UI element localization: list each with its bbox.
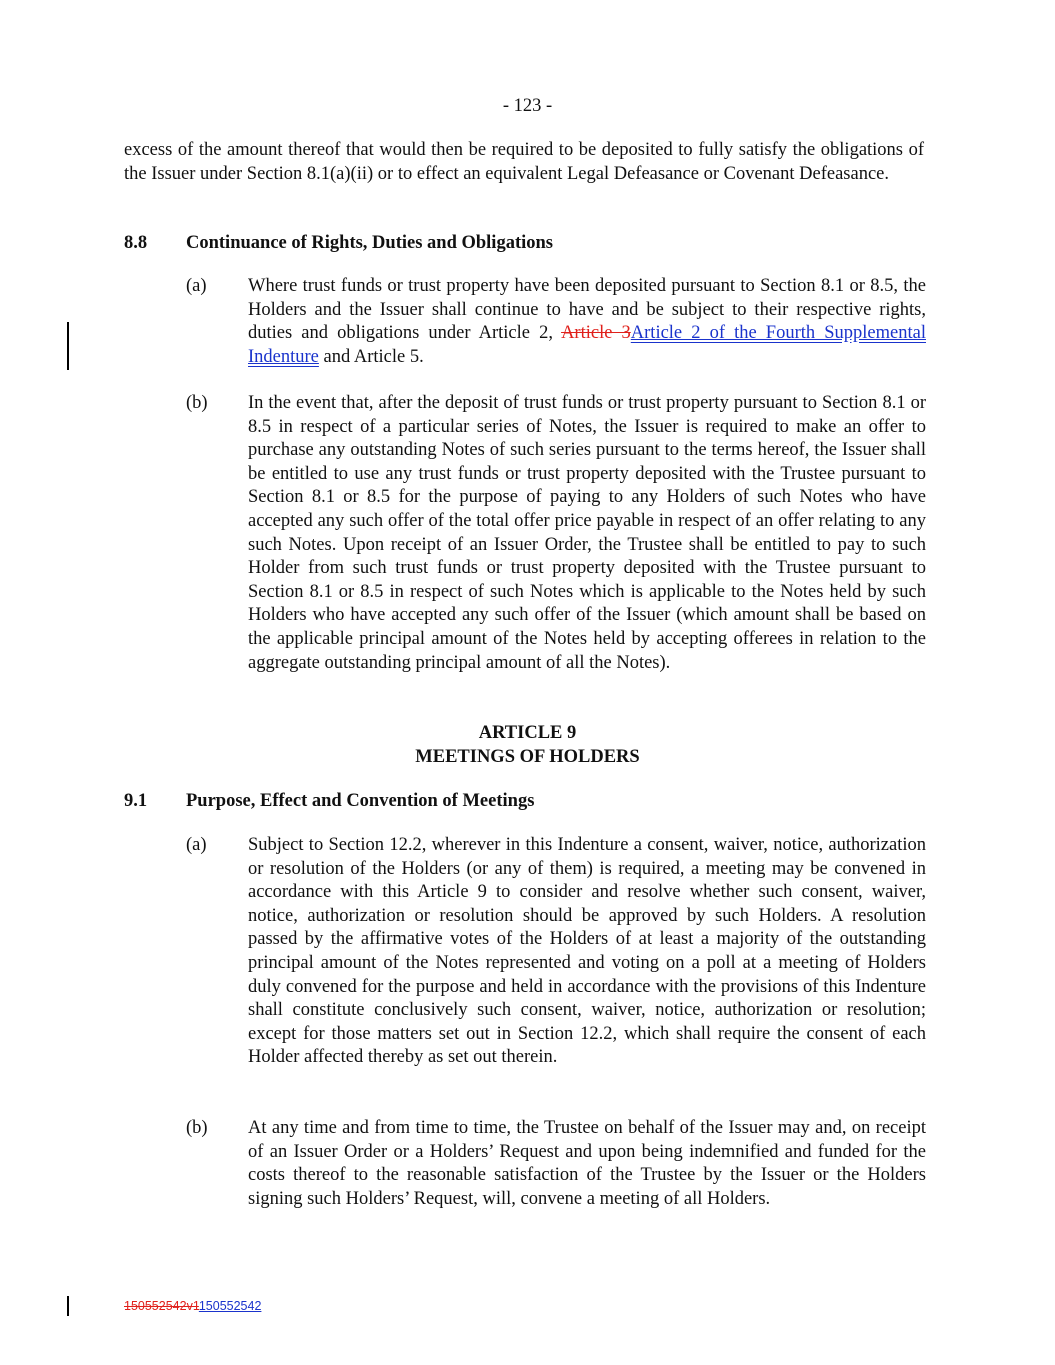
- item-label: (a): [186, 835, 207, 855]
- item-text: At any time and from time to time, the Trustee on behalf of the Issuer may and, on receipt of an Issuer Order or a Holders’ Request and upon being indemnified and funded for the costs thereof to the reasonable satisfaction of the Trustee by the Issuer or the Holders signing such Holders’ Request, will, convene a meeting of all Holders.: [248, 1118, 926, 1209]
- section-8-8-number: 8.8: [124, 233, 148, 253]
- item-label: (b): [186, 1118, 208, 1138]
- section-8-8-title: Continuance of Rights, Duties and Obligations: [186, 233, 553, 253]
- item-text: Subject to Section 12.2, wherever in this Indenture a consent, waiver, notice, authorization or resolution of the Holders (or any of them) is required, a meeting may be convened in accordance with this Article 9 to consider and resolve whether such consent, waiver, notice, authorization or resolution should be approved by such Holders. A resolution passed by the affirmative votes of the Holders of at least a majority of the outstanding principal amount of the Notes represented and voting on a poll at a meeting of Holders duly convened for the purpose and held in accordance with the provisions of this Indenture shall constitute conclusively such consent, waiver, notice, authorization or resolution; except for those matters set out in Section 12.2, which shall require the consent of each Holder affected thereby as set out therein.: [248, 835, 926, 1068]
- section-8-8-heading: [124, 231, 553, 255]
- item-text: [248, 275, 926, 369]
- section-9-1-number: 9.1: [124, 791, 148, 811]
- document-id: [124, 1298, 261, 1314]
- inserted-document-id: 150552542: [198, 1299, 262, 1313]
- intro-paragraph: excess of the amount thereof that would then be required to be deposited to fully satisfy the obligations of the Issuer under Section 8.1(a)(ii) or to effect an equivalent Legal Defeasance or Covenant Defeasance.: [124, 140, 924, 184]
- item-label: (b): [186, 393, 208, 413]
- item-text: In the event that, after the deposit of trust funds or trust property pursuant to Section 8.1 or 8.5 in respect of a particular series of Notes, the Issuer is required to make an offer to purchase any outstanding Notes of such series pursuant to the terms hereof, the Issuer shall be entitled to use any trust funds or trust property deposited with the Trustee pursuant to Section 8.1 or 8.5 for the purpose of paying to any Holders of such Notes who have accepted any such offer of the total offer price payable in respect of an offer relating to any such Notes. Upon receipt of an Issuer Order, the Trustee shall be entitled to pay to such Holder from such trust funds or trust property deposited with the Trustee pursuant to Section 8.1 or 8.5 in respect of such Notes which is applicable to the Notes held by such Holders who have accepted any such offer of the Issuer (which amount shall be based on the applicable principal amount of the Notes held by accepting offerees in relation to the aggregate outstanding principal amount of all the Notes).: [248, 393, 926, 673]
- article-9-title: MEETINGS OF HOLDERS: [415, 747, 640, 767]
- text-before: Where trust funds or trust property have been deposited pursuant to Section 8.1 or 8.5, the Holders and the Issuer shall continue to have and be subject to their respective rights, duties and obligations under Article 2,: [248, 276, 926, 344]
- section-9-1-heading: [124, 789, 534, 813]
- deleted-text: Article 3: [561, 323, 631, 344]
- deleted-document-id: 150552542v1: [124, 1299, 199, 1313]
- footer-change-bar: [67, 1296, 69, 1316]
- text-after: and Article 5.: [318, 346, 424, 367]
- article-9-number: ARTICLE 9: [478, 723, 577, 743]
- inserted-text: Article 2 of the Fourth Supplemental Indenture: [248, 323, 926, 367]
- page-number: - 123 -: [502, 96, 553, 116]
- section-9-1-title: Purpose, Effect and Convention of Meetings: [186, 791, 535, 811]
- item-label: (a): [186, 276, 207, 296]
- change-bar: [67, 322, 69, 370]
